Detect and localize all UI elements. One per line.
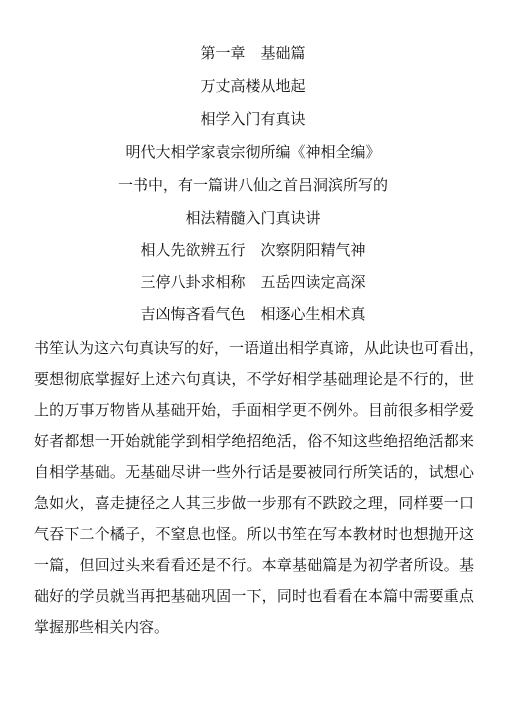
paragraph-line: 掌握那些相关内容。 xyxy=(34,618,170,636)
paragraph-line: 上的万事万物皆从基础开始，手面相学更不例外。目前很多相学爱 xyxy=(34,401,474,419)
paragraph-line: 书笙认为这六句真诀写的好，一语道出相学真谛，从此诀也可看出， xyxy=(34,339,485,357)
heading-line: 万丈高楼从地起 xyxy=(200,77,306,95)
paragraph-line: 础好的学员就当再把基础巩固一下，同时也看看在本篇中需要重点 xyxy=(34,587,474,605)
heading-line: 一书中，有一篇讲八仙之首吕洞滨所写的 xyxy=(117,176,388,194)
paragraph-line: 自相学基础。无基础尽讲一些外行话是要被同行所笑话的，试想心 xyxy=(34,463,474,481)
verse-line: 相人先欲辨五行 次察阴阳精气神 xyxy=(140,241,366,259)
verse-line: 三停八卦求相称 五岳四读定高深 xyxy=(140,273,366,291)
paragraph-line: 一篇，但回过头来看看还是不行。本章基础篇是为初学者所设。基 xyxy=(34,556,474,574)
heading-line: 相学入门有真诀 xyxy=(200,110,306,128)
chapter-title: 第一章 基础篇 xyxy=(200,44,306,62)
paragraph-line: 气吞下二个橘子，不窒息也怪。所以书笙在写本教材时也想抛开这 xyxy=(34,525,474,543)
paragraph-line: 好者都想一开始就能学到相学绝招绝活，俗不知这些绝招绝活都来 xyxy=(34,432,474,450)
heading-line: 相法精髓入门真诀讲 xyxy=(185,209,321,227)
paragraph-line: 要想彻底掌握好上述六句真诀，不学好相学基础理论是不行的，世 xyxy=(34,370,474,388)
verse-line: 吉凶悔吝看气色 相逐心生相术真 xyxy=(140,305,366,323)
paragraph-line: 急如火，喜走捷径之人其三步做一步那有不跌跤之理，同样要一口 xyxy=(34,494,474,512)
heading-line: 明代大相学家袁宗彻所编《神相全编》 xyxy=(125,143,381,161)
